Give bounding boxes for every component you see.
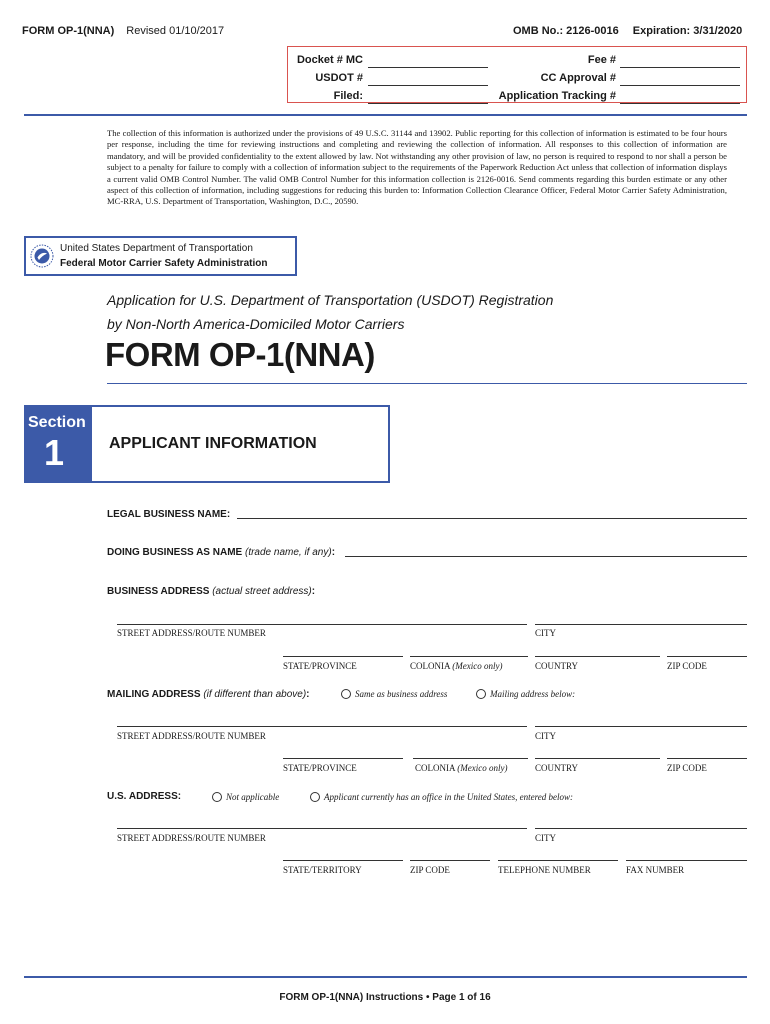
mailing-address-label-group: MAILING ADDRESS (if different than above):: [107, 689, 310, 700]
mailing-city-caption: CITY: [535, 731, 556, 741]
business-address-label: BUSINESS ADDRESS: [107, 586, 210, 597]
mailing-state-caption: STATE/PROVINCE: [283, 763, 357, 773]
us-state-caption: STATE/TERRITORY: [283, 865, 362, 875]
us-telephone-field[interactable]: [498, 860, 618, 861]
application-title-line1: Application for U.S. Department of Transportation (USDOT) Registration: [107, 292, 554, 308]
business-colonia-field[interactable]: [410, 656, 528, 657]
tracking-label: Application Tracking #: [498, 90, 616, 102]
department-name: United States Department of Transportation: [60, 243, 253, 254]
mailing-below-radio[interactable]: [476, 689, 486, 699]
fee-field[interactable]: [620, 54, 740, 68]
title-divider: [107, 383, 747, 384]
dot-seal-icon: [30, 244, 54, 268]
business-state-caption: STATE/PROVINCE: [283, 661, 357, 671]
expiration-date: Expiration: 3/31/2020: [632, 25, 743, 37]
dba-label: DOING BUSINESS AS NAME: [107, 547, 243, 558]
business-state-field[interactable]: [283, 656, 403, 657]
colonia-hint: (Mexico only): [457, 763, 508, 773]
dba-field[interactable]: [345, 556, 747, 557]
colonia-hint: (Mexico only): [452, 661, 503, 671]
business-city-field[interactable]: [535, 624, 747, 625]
section-title: APPLICANT INFORMATION: [109, 435, 317, 452]
mailing-address-label: MAILING ADDRESS: [107, 689, 201, 700]
us-fax-field[interactable]: [626, 860, 747, 861]
has-us-office-label: Applicant currently has an office in the United States, entered below:: [324, 792, 574, 802]
us-city-caption: CITY: [535, 833, 556, 843]
us-city-field[interactable]: [535, 828, 747, 829]
same-as-business-label: Same as business address: [355, 689, 448, 699]
mailing-city-field[interactable]: [535, 726, 747, 727]
section-number: 1: [44, 432, 65, 473]
not-applicable-radio[interactable]: [212, 792, 222, 802]
business-zip-field[interactable]: [667, 656, 747, 657]
us-street-field[interactable]: [117, 828, 527, 829]
us-fax-caption: FAX NUMBER: [626, 865, 685, 875]
tracking-field[interactable]: [620, 90, 740, 104]
filed-field[interactable]: [368, 90, 488, 104]
business-zip-caption: ZIP CODE: [667, 661, 707, 671]
colonia-label: COLONIA: [415, 763, 455, 773]
header-divider: [24, 114, 747, 116]
cc-approval-field[interactable]: [620, 72, 740, 86]
mailing-below-label: Mailing address below:: [490, 689, 576, 699]
mailing-country-caption: COUNTRY: [535, 763, 579, 773]
business-address-hint: (actual street address): [212, 586, 312, 597]
mailing-state-field[interactable]: [283, 758, 403, 759]
form-header-right: [513, 25, 742, 37]
business-city-caption: CITY: [535, 628, 556, 638]
business-colonia-caption-group: [410, 661, 502, 671]
cc-approval-label: CC Approval #: [540, 72, 616, 84]
mailing-country-field[interactable]: [535, 758, 660, 759]
form-title: FORM OP-1(NNA): [105, 336, 375, 373]
paperwork-notice: The collection of this information is authorized under the provisions of 49 U.S.C. 31144 and 13902. Public reporting for this collection of information is estimated to be four hours per response, including the time for reviewing instructions and completing and reviewing the collection of information. All responses to this collection of information are mandatory, and will be provided confidentiality to the extent allowed by law. Not withstanding any other provision of law, no person is required to respond to nor shall a person be subject to a penalty for failure to comply with a collection of information subject to the requirements of the Paperwork Reduction Act unless that collection of information displays a current valid OMB Control Number. The valid OMB Control Number for this information collection is 2126-0016. Send comments regarding this burden estimate or any other aspect of this collection of information, including suggestions for reducing this burden to: Information Collection Clearance Officer, Federal Motor Carrier Safety Administration, MC-RRA, U.S. Department of Transportation, Washington, D.C., 20590.: [107, 128, 727, 207]
us-telephone-caption: TELEPHONE NUMBER: [498, 865, 591, 875]
colonia-label: COLONIA: [410, 661, 450, 671]
legal-name-label: LEGAL BUSINESS NAME:: [107, 509, 231, 520]
legal-name-field[interactable]: [237, 518, 747, 519]
revision-date: Revised 01/10/2017: [126, 25, 225, 37]
application-title-line2: by Non-North America-Domiciled Motor Carriers: [107, 316, 405, 332]
business-country-field[interactable]: [535, 656, 660, 657]
filed-label: Filed:: [333, 90, 363, 102]
usdot-field[interactable]: [368, 72, 488, 86]
agency-box: [24, 236, 297, 276]
same-as-business-radio[interactable]: [341, 689, 351, 699]
not-applicable-label: Not applicable: [226, 792, 280, 802]
usdot-label: USDOT #: [315, 72, 363, 84]
mailing-street-field[interactable]: [117, 726, 527, 727]
mailing-zip-caption: ZIP CODE: [667, 763, 707, 773]
us-street-caption: STREET ADDRESS/ROUTE NUMBER: [117, 833, 266, 843]
mailing-colonia-caption-group: [415, 763, 507, 773]
page-footer: FORM OP-1(NNA) Instructions • Page 1 of 16: [279, 992, 491, 1003]
us-address-label: U.S. ADDRESS:: [107, 791, 182, 802]
has-us-office-radio[interactable]: [310, 792, 320, 802]
dba-label-group: DOING BUSINESS AS NAME (trade name, if any):: [107, 547, 336, 558]
docket-label: Docket # MC: [296, 54, 363, 66]
form-id: FORM OP-1(NNA): [22, 25, 115, 37]
omb-number: OMB No.: 2126-0016: [513, 25, 619, 37]
section-word: Section: [28, 414, 86, 431]
docket-field[interactable]: [368, 54, 488, 68]
business-street-field[interactable]: [117, 624, 527, 625]
business-country-caption: COUNTRY: [535, 661, 579, 671]
mailing-street-caption: STREET ADDRESS/ROUTE NUMBER: [117, 731, 266, 741]
business-street-caption: STREET ADDRESS/ROUTE NUMBER: [117, 628, 266, 638]
us-state-field[interactable]: [283, 860, 403, 861]
administration-name: Federal Motor Carrier Safety Administration: [60, 258, 268, 269]
footer-divider: [24, 976, 747, 978]
mailing-zip-field[interactable]: [667, 758, 747, 759]
fee-label: Fee #: [587, 54, 616, 66]
business-address-label-group: BUSINESS ADDRESS (actual street address):: [107, 586, 316, 597]
mailing-address-hint: (if different than above): [203, 689, 307, 700]
us-zip-field[interactable]: [410, 860, 490, 861]
mailing-colonia-field[interactable]: [413, 758, 528, 759]
us-zip-caption: ZIP CODE: [410, 865, 450, 875]
dba-hint: (trade name, if any): [244, 547, 332, 558]
form-header-left: [22, 25, 224, 37]
